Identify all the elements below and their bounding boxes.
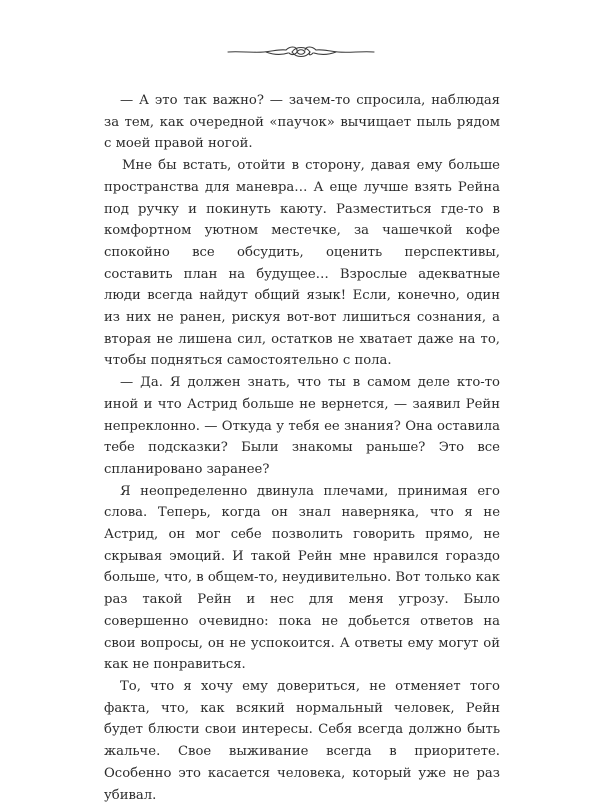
paragraph-1: — А это так важно? — зачем-то спросила, наблюдая за тем, как очередной «паучок» вычищает пыль рядом с моей правой ногой. [104,93,500,152]
paragraph-5: То, что я хочу ему довериться, не отменяет того факта, что, как всякий нормальный человек, Рейн будет блюсти свои интересы. Себя всегда должно быть жальче. Свое выживание всегда в приоритете. Особенно это касается человека, который уже не раз убивал. [104,678,500,803]
body-text [104,90,500,806]
paragraph-4: Я неопределенно двинула плечами, принимая его слова. Теперь, когда он знал наверняка, что я не Астрид, он мог себе позволить говорить прямо, не скрывая эмоций. И такой Рейн мне нравился гораздо больше, что, в общем-то, неудивительно. Вот только как раз такой Рейн и нес для меня угрозу. Было совершенно очевидно: пока не добьется ответов на свои вопросы, он не успокоится. А ответы ему могут ой как не понравиться. [104,483,500,673]
paragraph-3: — Да. Я должен знать, что ты в самом деле кто-то иной и что Астрид больше не вернется, — заявил Рейн непреклонно. — Откуда у тебя ее знания? Она оставила тебе подсказки? Были знакомы раньше? Это все спланировано заранее? [104,375,500,477]
paragraph-2: Мне бы встать, отойти в сторону, давая ему больше пространства для маневра… А еще лучше взять Рейна под ручку и покинуть каюту. Разместиться где-то в комфортном уютном местечке, за чашечкой кофе спокойно все обсудить, оценить перспективы, составить план на будущее… Взрослые адекватные люди всегда найдут общий язык! Если, конечно, один из них не ранен, рискуя вот-вот лишиться сознания, а вторая не лишена сил, остатков не хватает даже на то, чтобы подняться самостоятельно с пола. [104,158,500,369]
flourish-divider-icon [226,40,376,64]
